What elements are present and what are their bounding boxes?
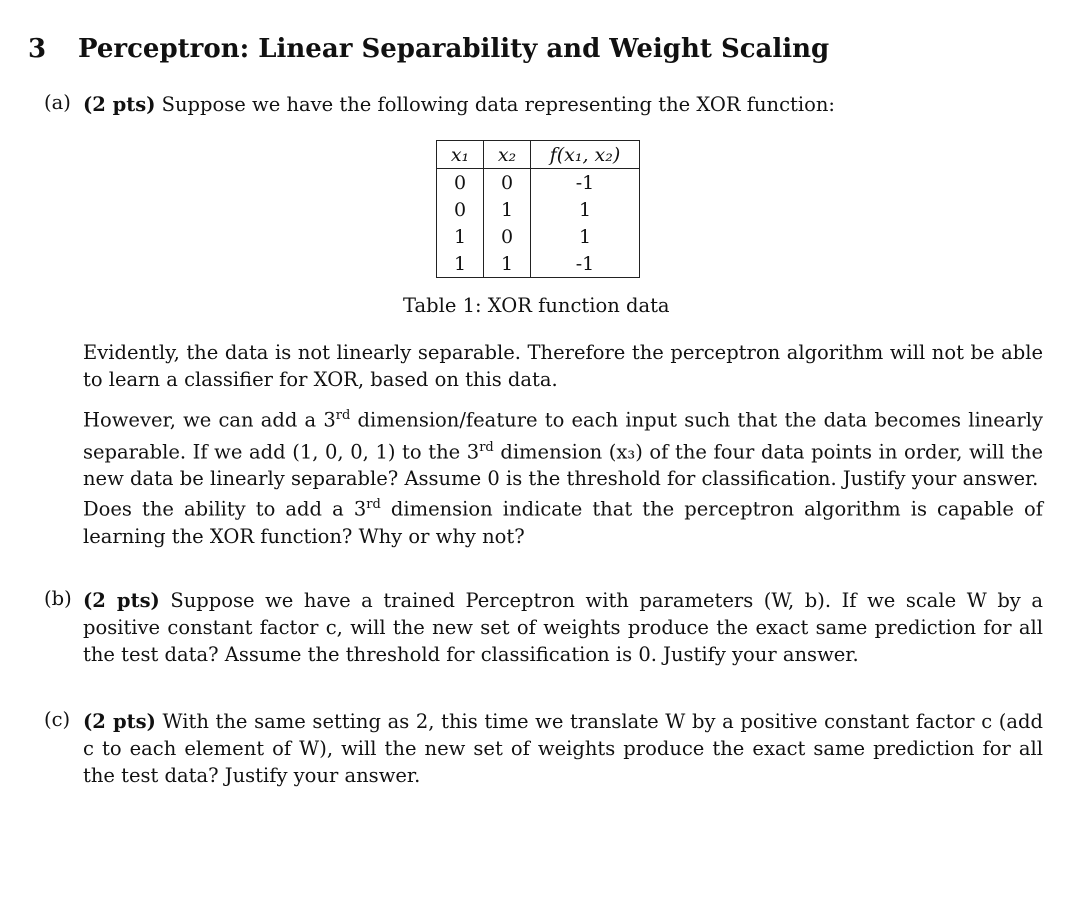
section-title: Perceptron: Linear Separability and Weight Scaling	[78, 34, 830, 64]
table-row	[437, 196, 640, 223]
part-b-text: Suppose we have a trained Perceptron with parameters (W, b). If we scale W by a positive constant factor c, will the new set of weights produce the exact same prediction for all the test data? Assume the threshold for classification is 0. Justify your answer.	[83, 589, 1043, 666]
part-a-paragraph-1: Evidently, the data is not linearly separable. Therefore the perceptron algorithm will not be able to learn a classifier for XOR, based on this data.	[83, 341, 1043, 391]
para2-text-pre: However, we can add a 3	[83, 408, 336, 432]
table-cell: 1	[531, 196, 640, 223]
table-cell: -1	[531, 250, 640, 278]
table-row	[437, 250, 640, 278]
part-c-text: With the same setting as 2, this time we translate W by a positive constant factor c (add c to each element of W), will the new set of weights produce the exact same prediction for all the test data? Justify your answer.	[83, 710, 1043, 787]
part-a-paragraph-3	[83, 491, 1043, 550]
table-cell: 1	[531, 223, 640, 250]
part-a-label	[44, 91, 71, 114]
part-a-paragraph-2	[83, 402, 1043, 492]
section-heading	[28, 34, 829, 65]
para2-superscript: rd	[335, 408, 351, 423]
table-cell: 0	[437, 169, 484, 197]
part-b-marker: (b)	[44, 587, 72, 610]
para2-superscript-2: rd	[479, 439, 494, 455]
part-a-intro	[83, 91, 1043, 118]
part-a-intro-text: Suppose we have the following data representing the XOR function:	[161, 93, 835, 116]
table-cell: 0	[437, 196, 484, 223]
table-header-row	[437, 141, 640, 169]
table-row	[437, 223, 640, 250]
table-cell: 1	[484, 250, 531, 278]
para2-text-mid: dimension/feature to each input such that the data becomes linearly separable. If we add (1, 0, 0, 1) to the 3	[83, 408, 1043, 463]
part-c-points: (2 pts)	[83, 710, 156, 733]
para2-text-post: dimension (x₃) of the four data points in order, will the new data be linearly separable? Assume 0 is the threshold for classification. Justify your answer.	[83, 440, 1043, 490]
part-b-label	[44, 587, 72, 610]
para3-text-post: dimension indicate that the perceptron algorithm is capable of learning the XOR function? Why or why not?	[83, 497, 1043, 548]
part-a-points: (2 pts)	[83, 93, 156, 116]
section-number: 3	[28, 34, 47, 64]
table-header: x₁	[437, 141, 484, 169]
table-cell: 0	[484, 169, 531, 197]
part-b-points: (2 pts)	[83, 589, 160, 612]
para3-text-pre: Does the ability to add a 3	[83, 497, 367, 521]
part-c-question	[83, 708, 1043, 789]
table-cell: 1	[437, 250, 484, 278]
table-cell: 1	[484, 196, 531, 223]
part-a-marker: (a)	[44, 91, 71, 114]
xor-table	[436, 140, 640, 278]
para3-superscript: rd	[366, 497, 381, 512]
table-row	[437, 169, 640, 197]
table-caption: Table 1: XOR function data	[403, 294, 670, 317]
part-b-question	[83, 587, 1043, 668]
part-c-label	[44, 708, 70, 731]
table-header: x₂	[484, 141, 531, 169]
table-cell: 1	[437, 223, 484, 250]
part-c-marker: (c)	[44, 708, 71, 731]
table-cell: 0	[484, 223, 531, 250]
table-cell: -1	[531, 169, 640, 197]
table-header: f(x₁, x₂)	[531, 141, 640, 169]
